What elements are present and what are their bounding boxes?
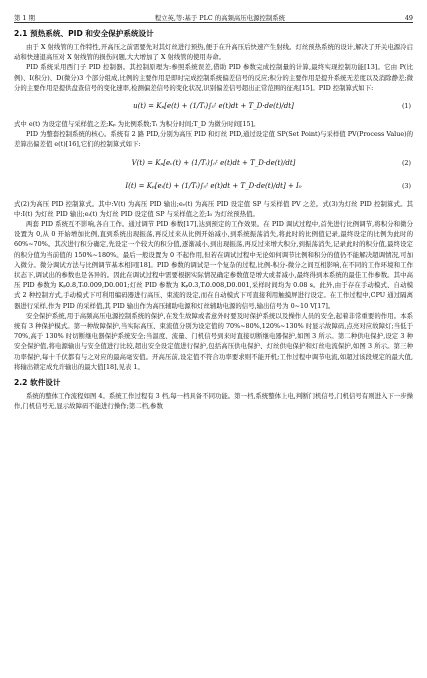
equation-2 — [14, 153, 413, 173]
paragraph-safety-protection: 安全保护系统,用于高频高压电源控制系统的保护,在发生故障或者意外时要及时保护系统以及操作人员的安全,起着非常重要的作用。本系统有 3 种保护模式。第一种故障保护,当实际高压、束流值分别为设定值的 70%~80%,120%~130% 时显示故障码,点亮对应故障灯;当低于 70%,高于 130% 时切断继电器保护系统安全;当温度、流量、门机信号到来时直接切断继电器保护,如图 3 所示。第二种供电保护,设定 3 种安全保护值,将电源输出与安全值进行比较,超出安全设定值进行保护,包括高压供电保护、灯丝供电保护和灯丝电流保护,如图 3 所示。第三种功率保护,每十千伏都有与之对应的最高毫安值。开高压前,设定值不符合功率要求则不能开机;工作过程中调节电流,如超过该段规定的最大值,将输出锁定成允许输出的最大值[18],见表 1。 — [14, 311, 413, 371]
running-title: 程立英,等:基于 PLC 的高频高压电源控制系统 — [154, 14, 286, 22]
equation-1 — [14, 96, 413, 116]
equation-2-number: (2) — [401, 158, 411, 167]
paragraph-eq1-symbols: 式中 e(t) 为设定值与采样值之差;Kₚ 为比例系数;Tᵢ 为积分时间;T_D 为微分时间[15]。 — [14, 120, 260, 129]
section-2-1-heading: 2.1 预热系统、PID 和安全保护系统设计 — [14, 29, 154, 38]
equation-3 — [14, 176, 413, 196]
equation-3-body: I(t) = Kₚ[eᵢ(t) + (1/Tᵢ)∫₀ᵗ e(t)dt + T_D·de(t)/dt] + I₀ — [125, 181, 302, 190]
paragraph-eq23-symbols: 式(2)为高压 PID 控制算式。其中:V(t) 为高压 PID 输出;eᵥ(t) 为高压 PID 设定值 SP 与采样值 PV 之差。式(3)为灯丝 PID 控制算式。其中:I(t) 为灯丝 PID 输出;eᵢ(t) 为灯丝 PID 设定值 SP 与采样值之差;I₀ 为灯丝预热值。 — [14, 199, 413, 218]
paragraph-software-design: 系统的整体工作流程如图 4。系统工作过程有 3 档,每一档具备不同功能。第一档,系统整体上电,判断门机信号,门机信号有则进入下一步操作,门机信号无,显示故障码不能进行操作;第二档,参数 — [14, 392, 413, 411]
equation-3-number: (3) — [401, 181, 411, 190]
equation-1-number: (1) — [401, 102, 411, 111]
paragraph-two-pid: PID 为整套控制系统的核心。系统有 2 路 PID,分别为高压 PID 和灯丝 PID,通过设定值 SP(Set Point)与采样值 PV(Process Value)的差算出偏差值 e(t)[16],它们的控制算式如下: — [14, 130, 413, 149]
running-header — [14, 0, 413, 23]
paragraph-pid-tuning: 两套 PID 系统互不影响,各自工作。通过调节 PID 参数[17],达到预定的工作效果。在 PID 调试过程中,首先进行比例调节,将积分和微分设置为 0,从 0 开始增加比例,直到系统出现振荡,再反过来从比例开始减小,到系统振荡消失,将此时的比例值记录,最终设定的比例为此时的 60%~70%。其次进行积分确定,先设定一个较大的积分值,逐渐减小,到出现振荡,再反过来增大积分,到振荡消失,记录此时的积分值,最终设定的积分值为当前值的 150%~180%。最后一般设置为 0 不起作用,但若在调试过程中无论如何调节比例和积分的值仍不能解决超调情况,可加入微分。微分调试方法与比例调节基本相同[18]。PID 参数的调试是一个复杂的过程,比例-积分-微分之间互相影响,在不同的工作环境和工作状态下,调试出的参数也是各异的。因此在调试过程中需要根据实际情况确定参数值是增大或者减小,最终得到本系统的最佳工作参数。其中高压 PID 参数为 Kₚ0.8,Tᵢ0.009,D0.001;灯丝 PID 参数为 Kₚ0.3,Tᵢ0.008,D0.001,采样时间均为 0.08 s。此外,由于存在手动模式、自动模式 2 种控制方式,手动模式下可利用编码器进行高压、束流的设定,而在自动模式下可直接利用触摸屏进行设定。在工作过程中,CPU 通过隔离器进行采样,作为 PID 的采样值,其 PID 输出作为高压辅助电源和灯丝辅助电源的信号,输出信号为 0~10 V[17]。 — [14, 220, 413, 310]
issue-label: 第 1 期 — [14, 14, 35, 22]
page-number: 49 — [404, 14, 413, 22]
paragraph-preheat: 由于 X 射线管的工作特性,开高压之前需要先对其灯丝进行预热,便于在升高压后快速产生射线。灯丝预热系统的设计,解决了开关电源冷启动和快速退高压对 X 射线管的损伤问题,大大增加了 X 射线管的使用寿命。 — [14, 43, 413, 62]
equation-2-body: V(t) = Kₚ[eᵥ(t) + (1/Tᵢ)∫₀ᵗ e(t)dt + T_D·de(t)/dt] — [131, 158, 296, 167]
equation-1-body: u(t) = Kₚ[e(t) + (1/Tᵢ)∫₀ᵗ e(t)dt + T_D·de(t)/dt] — [133, 102, 294, 111]
section-2-2-heading: 2.2 软件设计 — [14, 378, 61, 388]
paragraph-pid-principle: PID 系统采用西门子 PID 控制器。其控制原理为:参照系统误差,借助 PID 参数完成控制量的计算,最终实现控制功能[13]。它由 P(比例)、I(积分)、D(微分)3 个部分组成,比例的主要作用是即时完成控制系统偏差信号的反应;积分的主要作用是提升系统无差度以及消除静差;微分的主要作用是提供盘查信号的变化速率,检测偏差信号的变化状况,识别偏差信号超出正常范围的征兆[15]。PID 控制算式如下: — [14, 63, 413, 92]
